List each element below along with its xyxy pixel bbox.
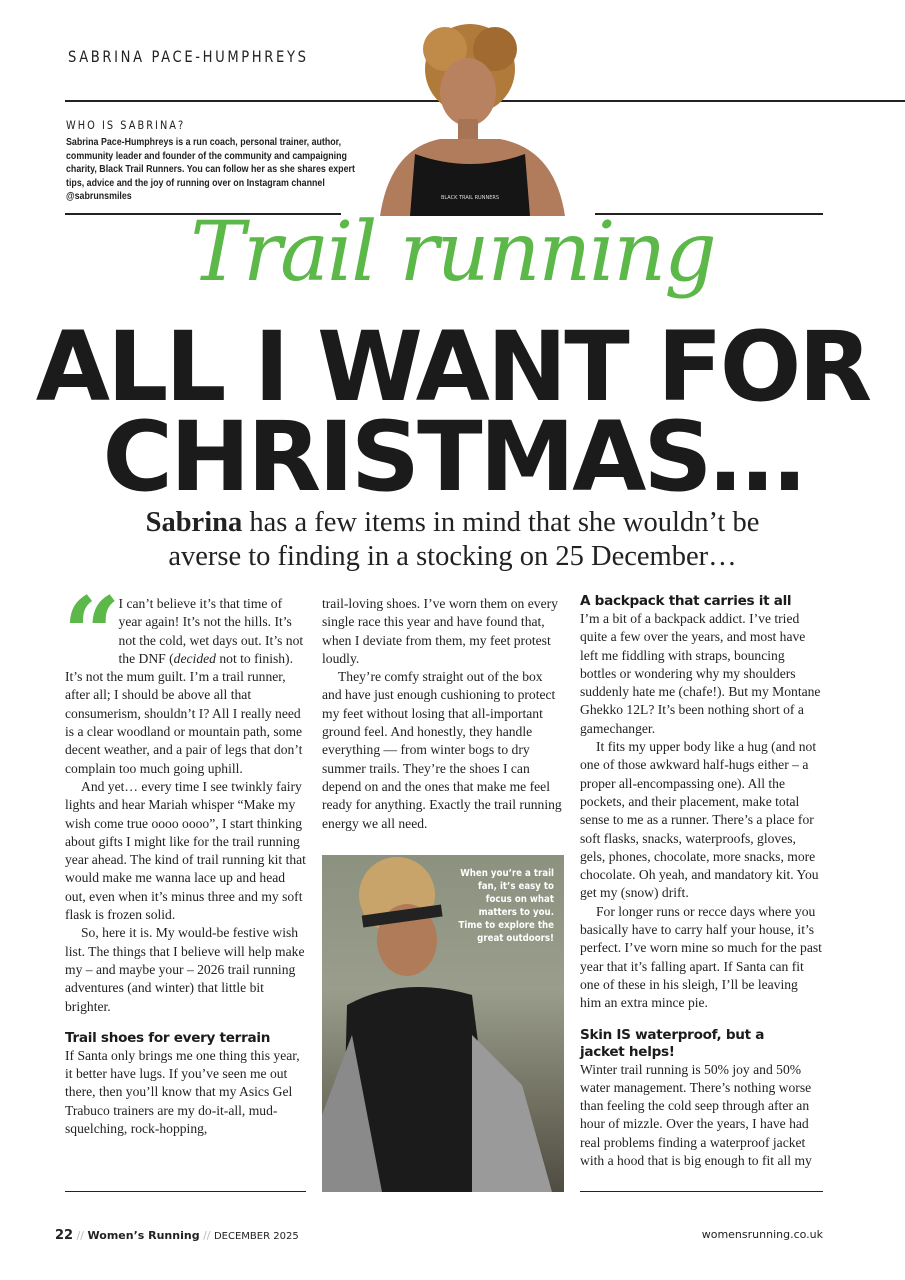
body-italic: decided (173, 650, 216, 666)
vest-logo-text: BLACK TRAIL RUNNERS (440, 195, 500, 201)
headline-line-1: ALL I WANT FOR (35, 311, 870, 423)
body-text: not to finish). It’s not the mum guilt. I’m a trail runner, after all; I should be above all that consumerism, shouldn’t I? All I really need is a clear woodland or mountain path, some decent weather, and a pair of legs that don’t complain too much going uphill. (65, 650, 303, 776)
paragraph: For longer runs or recce days where you basically have to carry half your house, it’s perfect. I’ve worn mine so much for the past year that it’s falling apart. If Santa can fit one of these in his sleigh, I’ll be leaving him an extra mince pie. (580, 903, 822, 1011)
magazine-name: Women’s Running (87, 1229, 200, 1242)
section-kicker: Trail running (190, 205, 715, 300)
standfirst-text: has a few items in mind that she wouldn’t be averse to finding in a stocking on 25 December… (168, 507, 760, 572)
subheading: Skin IS waterproof, but a jacket helps! (580, 1026, 765, 1060)
separator: // (203, 1229, 211, 1242)
standfirst (0, 506, 905, 574)
subheading: Trail shoes for every terrain (65, 1029, 271, 1046)
footer-left (55, 1228, 299, 1243)
divider (580, 1191, 823, 1192)
paragraph: It fits my upper body like a hug (and not one of those awkward half-hugs either – a proper all-encompassing one). All the pockets, and their placement, make total sense to me as a runner. There’s a place for soft flasks, snacks, waterproofs, gloves, gels, phones, chocolate, more snacks, more chocolate. Oh yeah, and mandatory kit. You get my (snow) drift. (580, 739, 819, 901)
author-name: SABRINA PACE-HUMPHREYS (68, 47, 309, 66)
page-number: 22 (55, 1228, 74, 1243)
paragraph: I’m a bit of a backpack addict. I’ve tried quite a few over the years, and most have left me fiddling with straps, bouncing bottles or wondering why my shoulders suddenly hate me (chafe!). But my Montane Ghekko 12L? It’s been nothing short of a gamechanger. (580, 611, 821, 736)
column-1 (63, 575, 307, 1138)
quote-mark-icon: “ (63, 575, 113, 693)
divider (65, 1191, 306, 1192)
separator: // (76, 1229, 85, 1242)
body-text: I can’t believe it’s that time of year again! It’s not the hills. It’s not the cold, wet days out. It’s not the DNF ( (118, 596, 304, 666)
subheading: A backpack that carries it all (580, 593, 792, 609)
standfirst-name: Sabrina (145, 507, 243, 538)
author-bio: Sabrina Pace-Humphreys is a run coach, personal trainer, author, community leader and founder of the community and campaigning charity, Black Trail Runners. You can follow her as she shares expert tips, advice and the joy of running over on Instagram channel @sabrunsmiles (66, 137, 355, 203)
column-3 (580, 593, 822, 1170)
headline-line-2: CHRISTMAS… (102, 401, 803, 513)
website-url: womensrunning.co.uk (701, 1228, 823, 1241)
issue-date: DECEMBER 2025 (213, 1231, 299, 1242)
paragraph: They’re comfy straight out of the box and have just enough cushioning to protect my feet without losing that all-important ground feel. And honestly, they handle everything — from winter bogs to dry summer trails. They’re the shoes I can depend on and the ones that make me feel ready for anything. Exactly the trail running energy we all need. (322, 669, 562, 831)
paragraph: trail-loving shoes. I’ve worn them on every single race this year and have found that, when I deviate from them, my feet protest loudly. (322, 596, 558, 666)
runner-photo (322, 855, 564, 1192)
paragraph: And yet… every time I see twinkly fairy lights and hear Mariah whisper “Make my wish come true oooo oooo”, I start thinking about gifts I might like for the trail running year ahead. The kind of trail running kit that would make me wanna lace up and head out, even when it’s minus three and my soft flask is frozen solid. (65, 778, 306, 923)
who-is-heading: WHO IS SABRINA? (66, 118, 186, 132)
paragraph: So, here it is. My would-be festive wish list. The things that I believe will help make my – and maybe your – 2026 trail running adventures (and winter) that little bit brighter. (65, 925, 305, 1014)
column-2 (322, 595, 564, 833)
paragraph: Winter trail running is 50% joy and 50% water management. There’s nothing worse than feeling the cold seep through after an hour of mizzle. Over the years, I have had real problems finding a waterproof jacket with a hood that is big enough to fit all my (580, 1061, 812, 1169)
headline (0, 311, 905, 513)
paragraph: If Santa only brings me one thing this year, it better have lugs. If you’ve seen me out there, then you’ll know that my Asics Gel Trabuco trainers are my do-it-all, mud-squelching, rock-hopping, (65, 1047, 300, 1137)
photo-caption: When you’re a trail fan, it’s easy to focus on what matters to you. Time to explore the great outdoors! (458, 868, 554, 944)
author-portrait (360, 14, 580, 216)
